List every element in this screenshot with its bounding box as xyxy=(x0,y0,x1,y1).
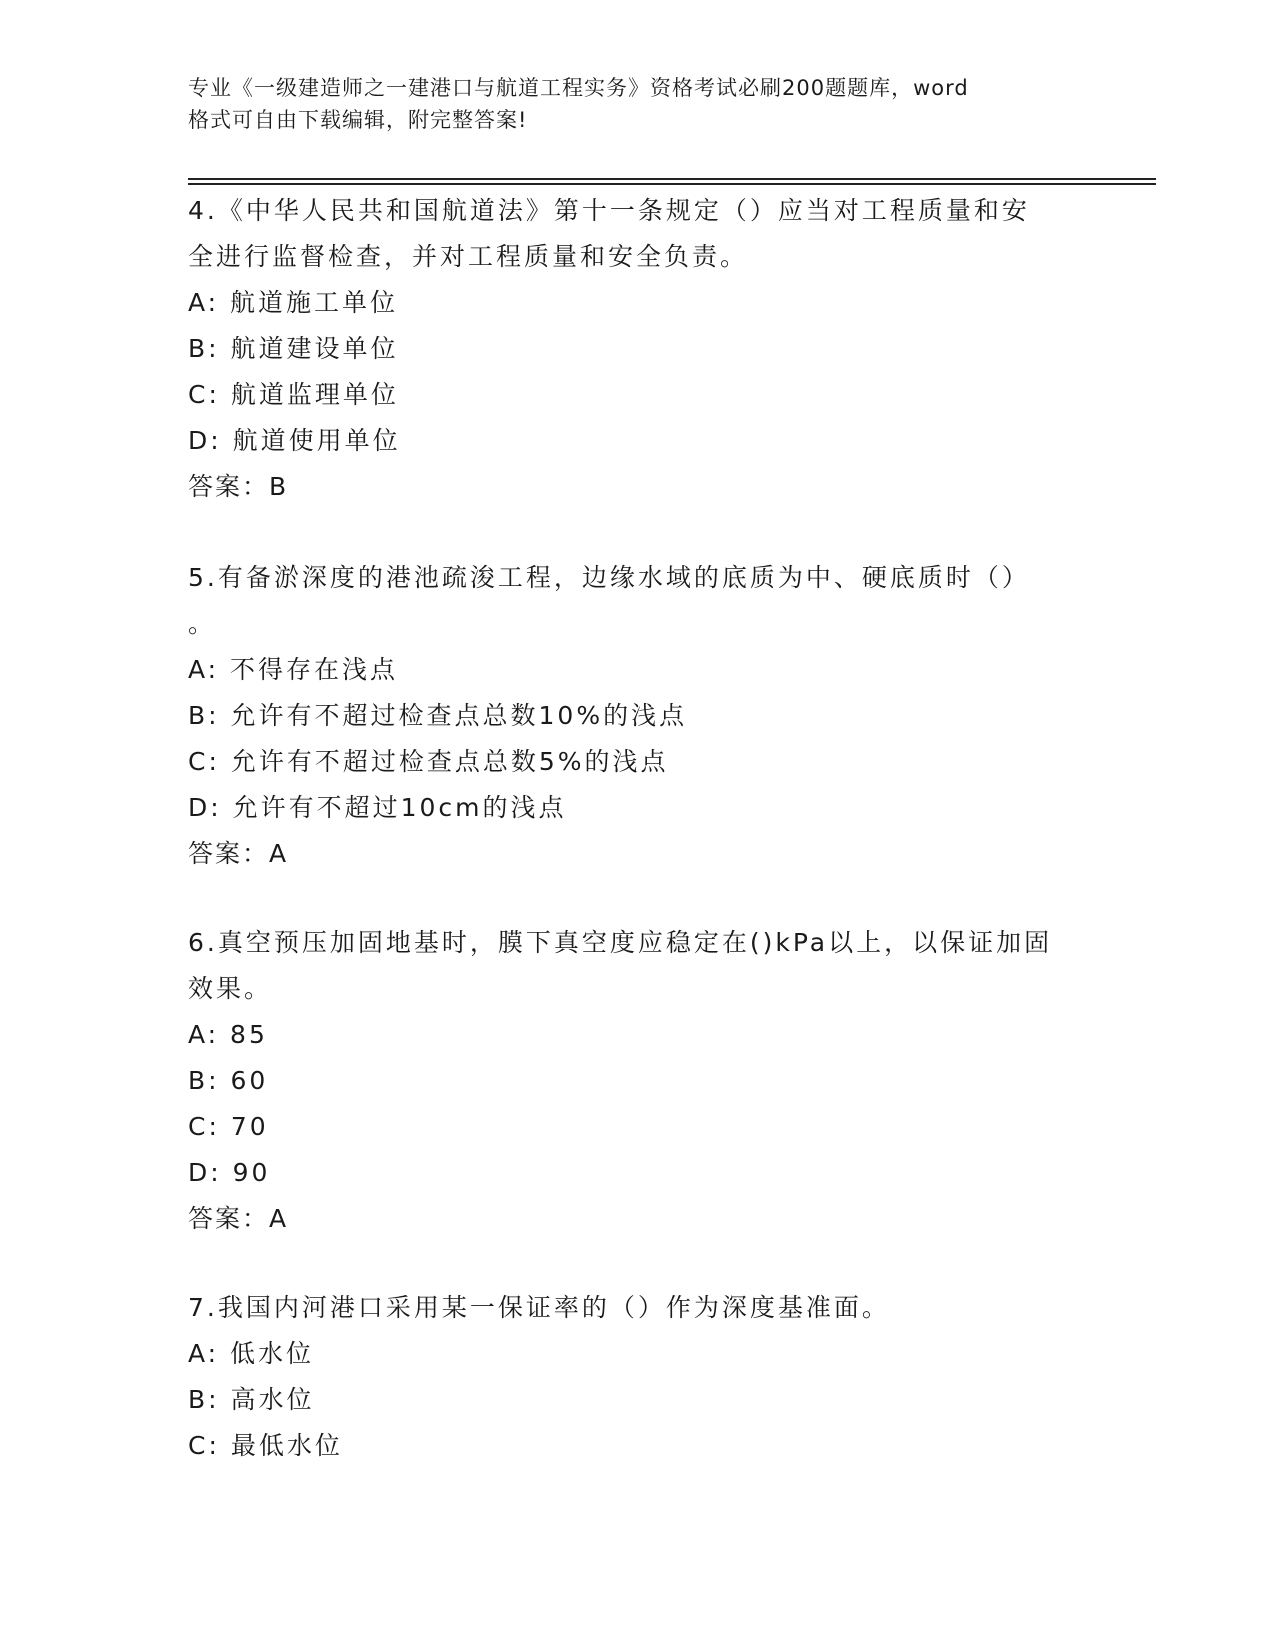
option-c: C: 允许有不超过检查点总数5%的浅点 xyxy=(188,747,669,776)
option-b: B: 允许有不超过检查点总数10%的浅点 xyxy=(188,701,688,730)
option-c: C: 70 xyxy=(188,1112,269,1141)
question-stem-line: 。 xyxy=(188,609,217,638)
question-stem-line: 全进行监督检查，并对工程质量和安全负责。 xyxy=(188,242,749,271)
header-line-1: 专业《一级建造师之一建港口与航道工程实务》资格考试必刷200题题库，word xyxy=(188,76,969,100)
option-a: A: 不得存在浅点 xyxy=(188,655,399,684)
question-stem-line: 5.有备淤深度的港池疏浚工程，边缘水域的底质为中、硬底质时（） xyxy=(188,563,1030,592)
answer-value: A xyxy=(269,1204,289,1233)
question-5 xyxy=(188,555,1088,877)
answer-line xyxy=(188,464,1088,510)
option-c: C: 航道监理单位 xyxy=(188,380,399,409)
answer-label: 答案： xyxy=(188,1204,270,1233)
option-b: B: 航道建设单位 xyxy=(188,334,399,363)
option-a: A: 航道施工单位 xyxy=(188,288,399,317)
option-b: B: 高水位 xyxy=(188,1385,315,1414)
option-d: D: 90 xyxy=(188,1158,271,1187)
question-stem-line: 4.《中华人民共和国航道法》第十一条规定（）应当对工程质量和安 xyxy=(188,196,1030,225)
option-a: A: 85 xyxy=(188,1020,268,1049)
option-a: A: 低水位 xyxy=(188,1339,315,1368)
question-6 xyxy=(188,920,1088,1242)
option-b: B: 60 xyxy=(188,1066,269,1095)
answer-value: B xyxy=(269,472,289,501)
header-line-2: 格式可自由下载编辑，附完整答案! xyxy=(188,108,528,132)
question-4 xyxy=(188,188,1088,510)
answer-line xyxy=(188,1196,1088,1242)
question-stem-line: 6.真空预压加固地基时，膜下真空度应稳定在()kPa以上，以保证加固 xyxy=(188,928,1053,957)
answer-value: A xyxy=(269,839,289,868)
question-stem-line: 效果。 xyxy=(188,974,273,1003)
header-divider-bottom xyxy=(188,183,1156,185)
answer-label: 答案： xyxy=(188,839,270,868)
header-divider-top xyxy=(188,178,1156,180)
option-d: D: 航道使用单位 xyxy=(188,426,401,455)
answer-line xyxy=(188,831,1088,877)
question-7 xyxy=(188,1285,1088,1469)
question-stem-line: 7.我国内河港口采用某一保证率的（）作为深度基准面。 xyxy=(188,1293,890,1322)
answer-label: 答案： xyxy=(188,472,270,501)
document-header xyxy=(188,72,1088,136)
option-c: C: 最低水位 xyxy=(188,1431,343,1460)
option-d: D: 允许有不超过10cm的浅点 xyxy=(188,793,567,822)
